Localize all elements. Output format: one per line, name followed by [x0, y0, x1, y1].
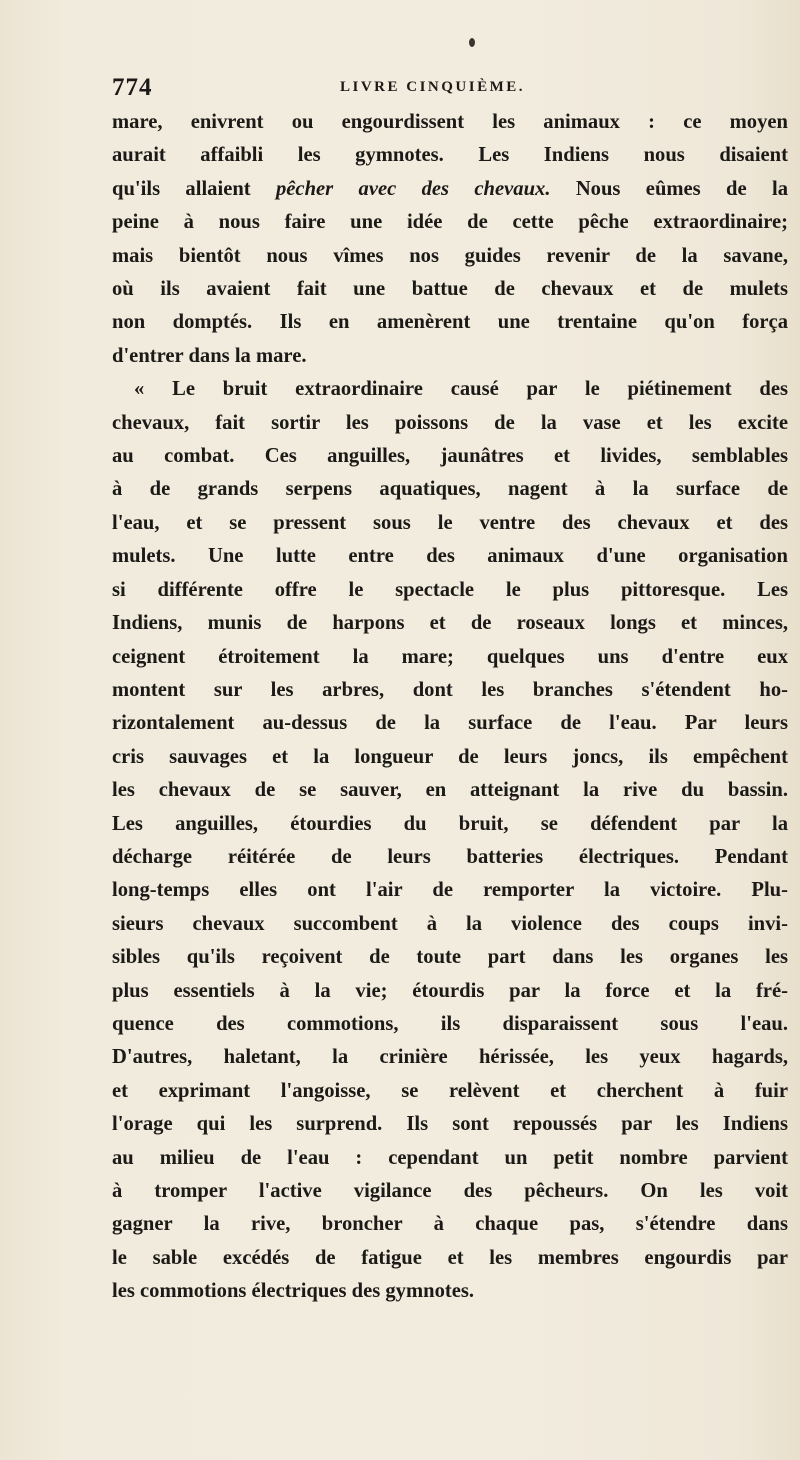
text-line: l'orage qui les surprend. Ils sont repoussés par les Indiens — [112, 1113, 788, 1136]
text-line: cris sauvages et la longueur de leurs joncs, ils empêchent — [112, 745, 788, 768]
text-line: où ils avaient fait une battue de chevaux et de mulets — [112, 278, 788, 301]
text-line: à tromper l'active vigilance des pêcheurs. On les voit — [112, 1180, 788, 1202]
text-line: si différente offre le spectacle le plus pittoresque. Les — [112, 578, 788, 601]
text-line — [112, 173, 788, 206]
text-line: mare, enivrent ou engourdissent les animaux : ce moyen — [112, 111, 788, 133]
text-line: et exprimant l'angoisse, se relèvent et cherchent à fuir — [112, 1079, 788, 1102]
text-line: les commotions électriques des gymnotes. — [112, 1280, 475, 1303]
text-line: « Le bruit extraordinaire causé par le piétinement des — [134, 378, 788, 401]
text-line: sieurs chevaux succombent à la violence des coups invi- — [112, 912, 788, 935]
text-line: sibles qu'ils reçoivent de toute part dans les organes les — [112, 946, 788, 969]
text-line: au milieu de l'eau : cependant un petit nombre parvient — [112, 1146, 788, 1169]
italic-phrase: pêcher avec des chevaux. — [276, 177, 551, 200]
text-line: peine à nous faire une idée de cette pêche extraordinaire; — [112, 211, 788, 234]
text-line: mais bientôt nous vîmes nos guides revenir de la savane, — [112, 244, 788, 267]
text-fragment: qu'ils allaient — [112, 177, 276, 200]
page-number: 774 — [112, 74, 153, 101]
text-line: le sable excédés de fatigue et les membres engourdis par — [112, 1246, 788, 1269]
body-text — [112, 106, 788, 1309]
text-line: d'entrer dans la mare. — [112, 344, 307, 367]
text-line: au combat. Ces anguilles, jaunâtres et livides, semblables — [112, 445, 788, 468]
text-line: non domptés. Ils en amenèrent une trentaine qu'on força — [112, 311, 788, 334]
text-line: D'autres, haletant, la crinière hérissée, les yeux hagards, — [112, 1046, 788, 1069]
running-head — [112, 74, 788, 104]
text-line: l'eau, et se pressent sous le ventre des chevaux et des — [112, 511, 788, 534]
text-line: quence des commotions, ils disparaissent sous l'eau. — [112, 1012, 788, 1035]
text-line: long-temps elles ont l'air de remporter la victoire. Plu- — [112, 879, 788, 902]
paragraph-2 — [112, 373, 788, 1308]
book-title: LIVRE CINQUIÈME. — [340, 79, 526, 95]
text-line: Les anguilles, étourdies du bruit, se défendent par la — [112, 812, 788, 835]
text-line: aurait affaibli les gymnotes. Les Indiens nous disaient — [112, 144, 788, 167]
paragraph-1 — [112, 106, 788, 373]
text-line: décharge réitérée de leurs batteries électriques. Pendant — [112, 845, 788, 868]
text-line: à de grands serpens aquatiques, nagent à la surface de — [112, 478, 788, 501]
ink-speck — [469, 38, 475, 47]
text-line: gagner la rive, broncher à chaque pas, s'étendre dans — [112, 1213, 788, 1236]
text-line: plus essentiels à la vie; étourdis par la force et la fré- — [112, 979, 788, 1002]
text-fragment: Nous eûmes de la — [550, 177, 789, 200]
text-line: rizontalement au-dessus de la surface de l'eau. Par leurs — [112, 712, 788, 735]
text-line: chevaux, fait sortir les poissons de la vase et les excite — [112, 411, 788, 434]
text-line: ceignent étroitement la mare; quelques uns d'entre eux — [112, 645, 788, 668]
text-line: mulets. Une lutte entre des animaux d'une organisation — [112, 545, 788, 568]
text-line: les chevaux de se sauver, en atteignant la rive du bassin. — [112, 779, 788, 802]
text-line: montent sur les arbres, dont les branches s'étendent ho- — [112, 678, 788, 701]
text-line: Indiens, munis de harpons et de roseaux longs et minces, — [112, 612, 788, 635]
